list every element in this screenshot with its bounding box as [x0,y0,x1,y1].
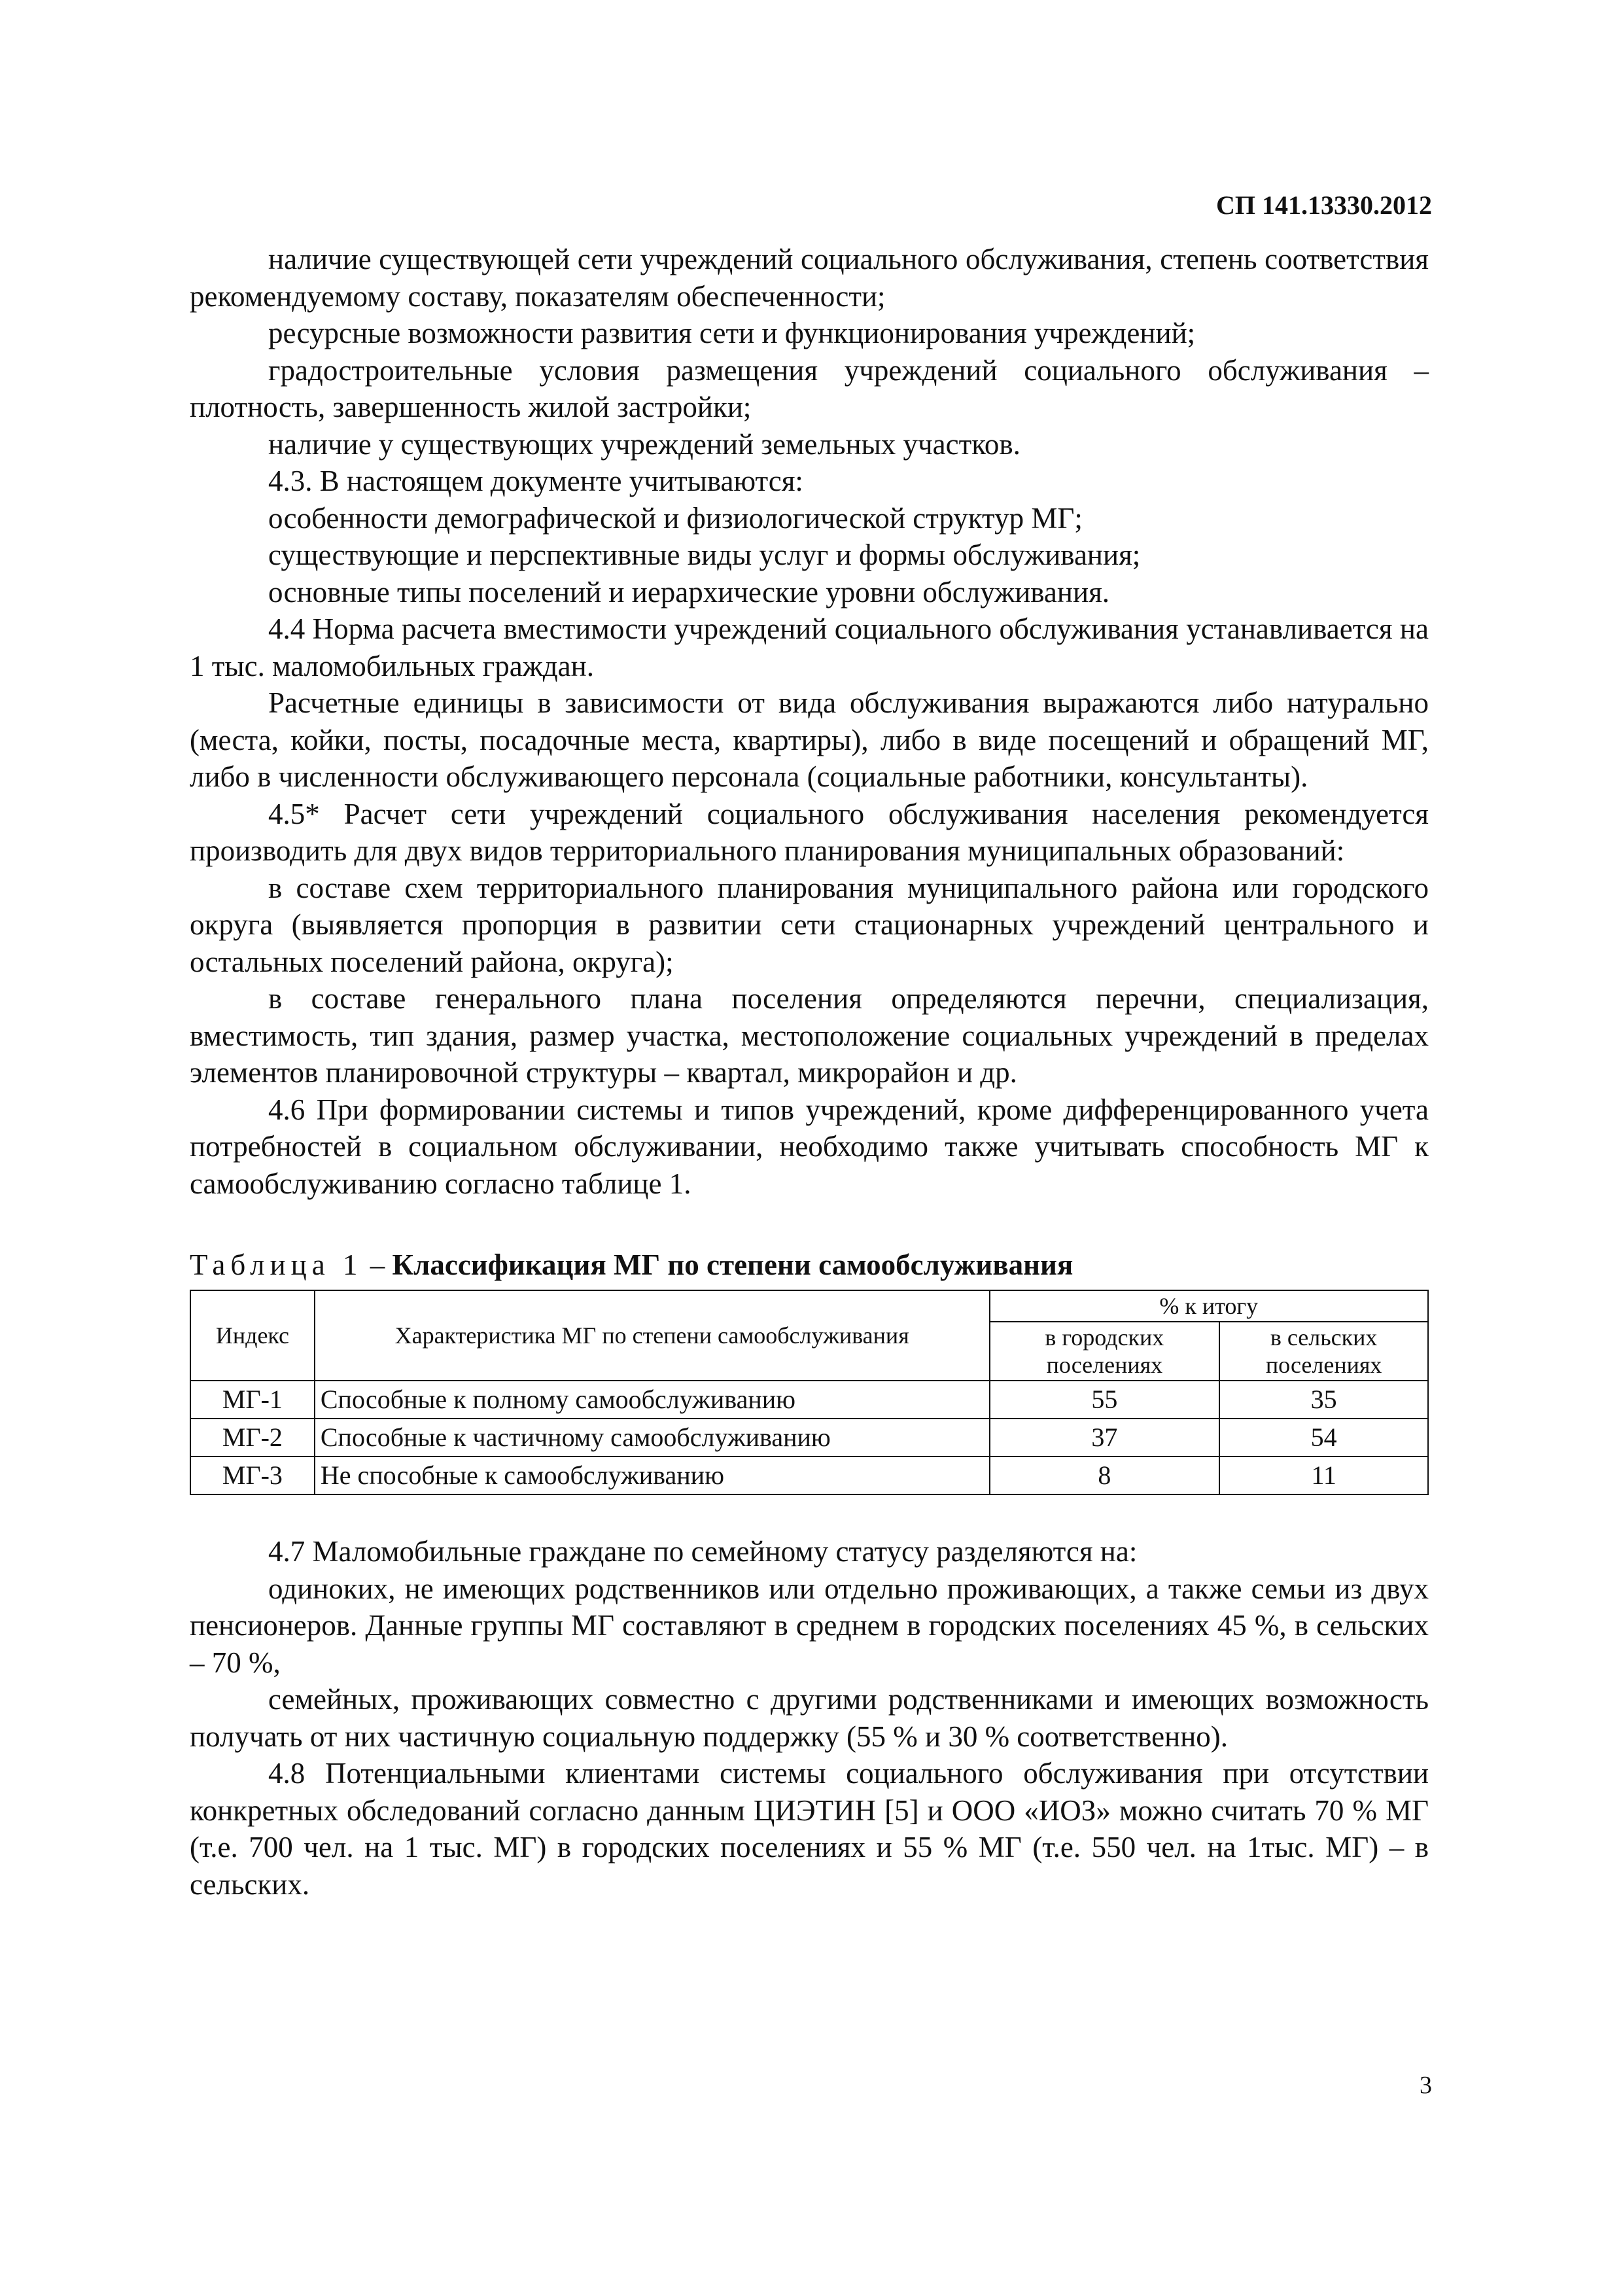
paragraph: особенности демографической и физиологической структур МГ; [268,501,1083,535]
table-row [190,1381,1428,1419]
paragraph: наличие у существующих учреждений земельных участков. [268,427,1021,461]
cell-rural: 54 [1219,1419,1428,1457]
header-percent-group: % к итогу [990,1290,1428,1322]
section-4-5: 4.5* Расчет сети учреждений социального обслуживания населения рекомендуется производить для двух видов территориального планирования муниципальных образований: [190,797,1429,867]
paragraph: Расчетные единицы в зависимости от вида обслуживания выражаются либо натурально (места, койки, посты, посадочные места, квартиры), либо в виде посещений и обращений МГ, либо в численности обслуживающего персонала (социальные работники, консультанты). [190,686,1429,793]
cell-rural: 35 [1219,1381,1428,1419]
cell-characteristic: Способные к полному самообслуживанию [315,1381,990,1419]
cell-index: МГ-1 [190,1381,315,1419]
paragraph: одиноких, не имеющих родственников или отдельно проживающих, а также семьи из двух пенсионеров. Данные группы МГ составляют в среднем в городских поселениях 45 %, в сельских – 70 %, [190,1572,1429,1679]
table-caption-dash: – [362,1248,393,1281]
table-row [190,1419,1428,1457]
document-code: СП 141.13330.2012 [1216,190,1432,220]
section-4-8: 4.8 Потенциальными клиентами системы социального обслуживания при отсутствии конкретных обследований согласно данным ЦИЭТИН [5] и ООО «ИОЗ» можно считать 70 % МГ (т.е. 700 чел. на 1 тыс. МГ) в городских поселениях и 55 % МГ (т.е. 550 чел. на 1тыс. МГ) – в сельских. [190,1757,1429,1901]
table-row [190,1457,1428,1494]
paragraph: в составе генерального плана поселения определяются перечни, специализация, вместимость, тип здания, размер участка, местоположение социальных учреждений в пределах элементов планировочной структуры – квартал, микрорайон и др. [190,982,1429,1089]
page-body [190,241,1429,1903]
paragraph: в составе схем территориального планирования муниципального района или городского округа (выявляется пропорция в развитии сети стационарных учреждений центрального и остальных поселений района, округа); [190,871,1429,978]
paragraph: существующие и перспективные виды услуг и формы обслуживания; [268,539,1141,571]
cell-characteristic: Способные к частичному самообслуживанию [315,1419,990,1457]
cell-index: МГ-2 [190,1419,315,1457]
cell-rural: 11 [1219,1457,1428,1494]
section-4-6: 4.6 При формировании системы и типов учреждений, кроме дифференцированного учета потребностей в социальном обслуживании, необходимо также учитывать способность МГ к самообслуживанию согласно таблице 1. [190,1093,1429,1200]
header-characteristic: Характеристика МГ по степени самообслуживания [315,1290,990,1381]
table-caption-prefix: Таблица 1 [190,1248,363,1281]
page-number: 3 [1420,2072,1432,2099]
paragraph: основные типы поселений и иерархические уровни обслуживания. [268,575,1110,609]
header-rural: в сельских поселениях [1219,1322,1428,1381]
section-4-7: 4.7 Маломобильные граждане по семейному статусу разделяются на: [268,1535,1138,1568]
header-index: Индекс [190,1290,315,1381]
paragraph: наличие существующей сети учреждений социального обслуживания, степень соответствия рекомендуемому составу, показателям обеспеченности; [190,243,1429,313]
section-4-4: 4.4 Норма расчета вместимости учреждений социального обслуживания устанавливается на 1 тыс. маломобильных граждан. [190,612,1429,682]
cell-urban: 37 [990,1419,1220,1457]
paragraph: семейных, проживающих совместно с другими родственниками и имеющих возможность получать от них частичную социальную поддержку (55 % и 30 % соответственно). [190,1683,1429,1753]
header-urban: в городских поселениях [990,1322,1220,1381]
cell-urban: 8 [990,1457,1220,1494]
table-header-row [190,1290,1428,1322]
cell-characteristic: Не способные к самообслуживанию [315,1457,990,1494]
paragraph: градостроительные условия размещения учреждений социального обслуживания – плотность, завершенность жилой застройки; [190,353,1429,423]
cell-index: МГ-3 [190,1457,315,1494]
table-caption [190,1246,1429,1283]
table-caption-title: Классификация МГ по степени самообслуживания [392,1248,1073,1281]
paragraph: ресурсные возможности развития сети и функционирования учреждений; [268,317,1196,349]
classification-table [190,1290,1429,1495]
section-heading-4-3: 4.3. В настоящем документе учитываются: [268,465,803,497]
cell-urban: 55 [990,1381,1220,1419]
